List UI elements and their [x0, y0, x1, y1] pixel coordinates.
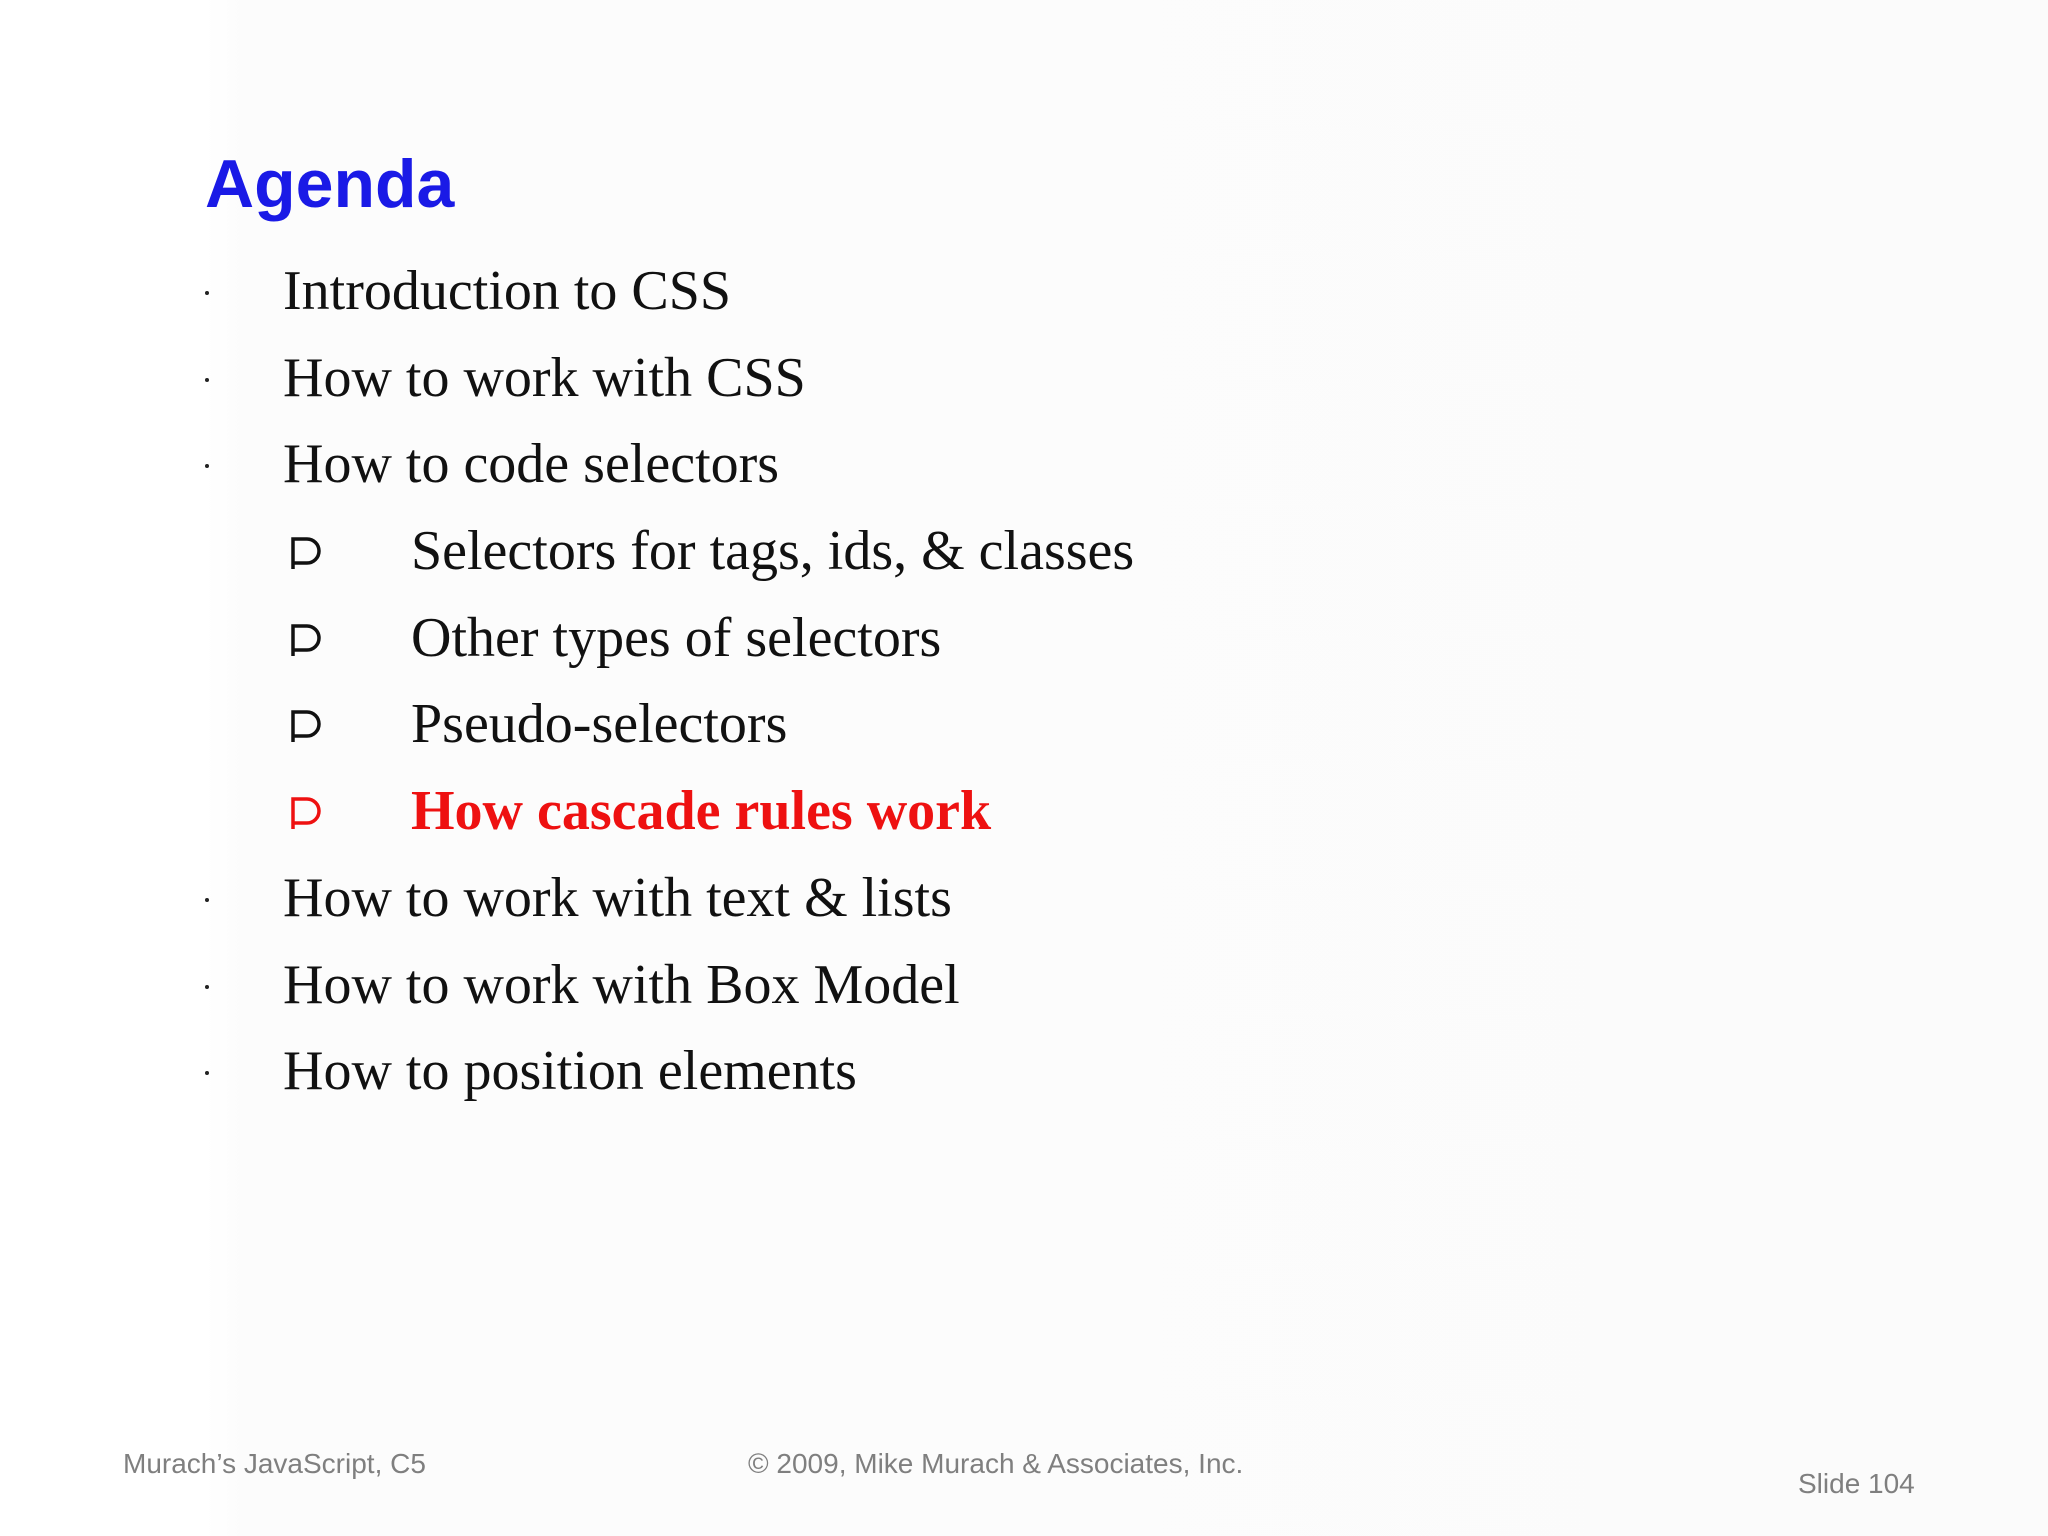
agenda-item-text: Introduction to CSS: [283, 260, 732, 322]
agenda-item-text: How to work with CSS: [283, 347, 806, 409]
agenda-subitem-text: Other types of selectors: [411, 607, 942, 669]
agenda-subitem-text: Selectors for tags, ids, & classes: [411, 520, 1135, 582]
agenda-item-text: How to work with text & lists: [283, 867, 952, 929]
flag-bullet-icon: [289, 620, 329, 660]
agenda-subitem-text: Pseudo-selectors: [411, 693, 788, 755]
dot-bullet-icon: [203, 945, 215, 1025]
footer-slide-number: Slide 104: [1798, 1468, 1915, 1499]
dot-bullet-icon: [203, 251, 215, 331]
dot-bullet-icon: [203, 858, 215, 938]
footer-book-title: Murach’s JavaScript, C5: [123, 1448, 426, 1479]
dot-bullet-icon: [203, 1031, 215, 1111]
dot-bullet-icon: [203, 424, 215, 504]
flag-bullet-icon: [289, 706, 329, 746]
flag-bullet-icon: [289, 533, 329, 573]
slide-title: Agenda: [205, 146, 455, 222]
dot-bullet-icon: [203, 338, 215, 418]
agenda-item-text: How to work with Box Model: [283, 954, 960, 1016]
agenda-item-text: How to position elements: [283, 1040, 857, 1102]
agenda-item-text: How to code selectors: [283, 433, 780, 495]
flag-bullet-icon: [289, 793, 329, 833]
footer-copyright: © 2009, Mike Murach & Associates, Inc.: [748, 1448, 1244, 1479]
agenda-subitem-text: How cascade rules work: [411, 780, 992, 842]
